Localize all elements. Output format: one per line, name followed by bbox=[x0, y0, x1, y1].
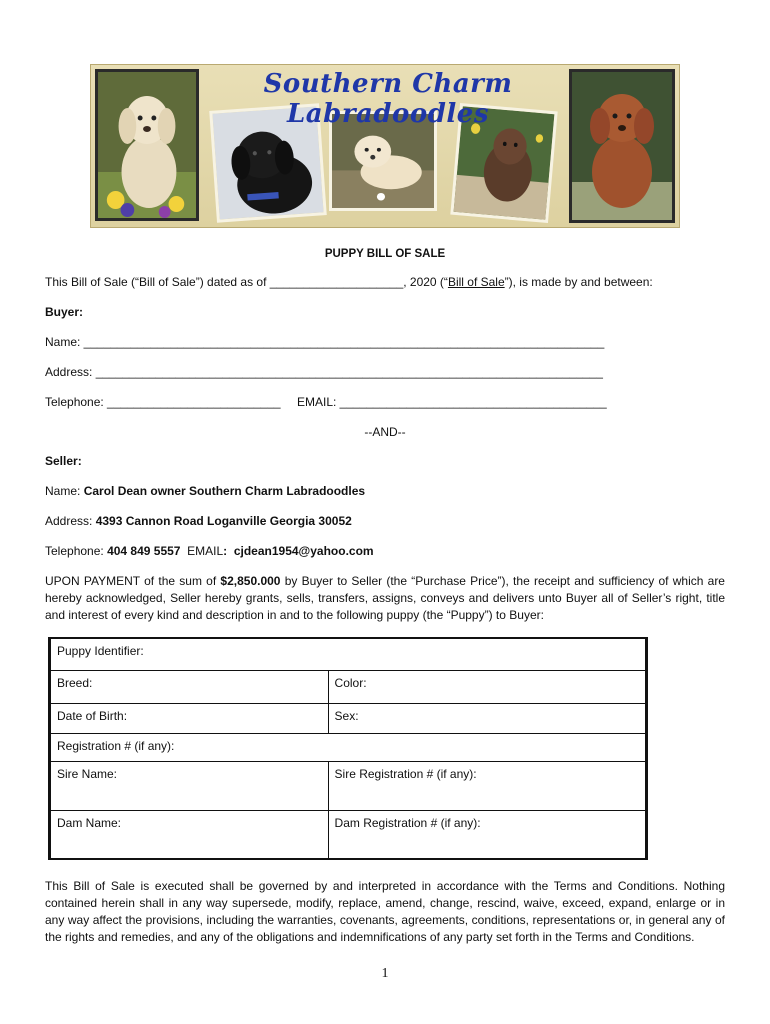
sex-cell[interactable]: Sex: bbox=[328, 703, 646, 733]
payment-suffix: by Buyer to Seller (the “Purchase Price”), the receipt and sufficiency of which are hereby acknowledged, Seller hereby grants, sells, transfers, assigns, conveys and delivers unto Buyer all of Seller’s right, title and interest of every kind and description in and to the following puppy (the “Puppy”) to Buyer: bbox=[45, 574, 725, 622]
document-title: PUPPY BILL OF SALE bbox=[324, 248, 446, 260]
page-number: 1 bbox=[381, 966, 389, 981]
breed-cell[interactable]: Breed: bbox=[50, 670, 329, 703]
buyer-address-field[interactable]: Address: ____________________________________________________________________________ bbox=[45, 365, 603, 379]
and-separator: --AND-- bbox=[364, 425, 406, 439]
seller-address-label: Address: bbox=[45, 514, 96, 528]
puppy-identifier-cell[interactable]: Puppy Identifier: bbox=[50, 638, 647, 670]
seller-contact bbox=[45, 543, 374, 560]
date-of-birth-cell[interactable]: Date of Birth: bbox=[50, 703, 329, 733]
header-banner bbox=[90, 64, 680, 228]
dam-name-cell[interactable]: Dam Name: bbox=[50, 810, 329, 859]
payment-prefix: UPON PAYMENT of the sum of bbox=[45, 574, 221, 588]
red-labradoodle-photo bbox=[569, 69, 675, 223]
seller-name-label: Name: bbox=[45, 484, 84, 498]
seller-email-colon: : bbox=[223, 544, 228, 558]
banner-title: Southern Charm Labradoodles bbox=[263, 69, 513, 129]
seller-email-value: cjdean1954@yahoo.com bbox=[233, 544, 374, 558]
seller-name bbox=[45, 483, 365, 500]
buyer-phone-field[interactable]: Telephone: __________________________ bbox=[45, 395, 281, 409]
sire-registration-cell[interactable]: Sire Registration # (if any): bbox=[328, 761, 646, 810]
seller-email-label: EMAIL bbox=[187, 544, 224, 558]
closing-paragraph: This Bill of Sale is executed shall be governed by and interpreted in accordance with the Terms and Conditions. Nothing contained herein shall in any way supersede, modify, replace, amend, change, rescind, waive, exceed, expand, enlarge or in any way affect the provisions, including the warranties, covenants, agreements, conditions, representations or, in general any of the rights and remedies, and any of the obligations and indemnifications of any party set forth in the Terms and Conditions. bbox=[45, 879, 725, 944]
seller-address-value: 4393 Cannon Road Loganville Georgia 30052 bbox=[95, 514, 352, 528]
payment-amount: $2,850.000 bbox=[220, 574, 281, 588]
buyer-heading: Buyer: bbox=[45, 305, 84, 319]
cream-labradoodle-photo bbox=[95, 69, 199, 221]
buyer-email-field[interactable]: EMAIL: ________________________________________ bbox=[297, 395, 607, 409]
seller-address bbox=[45, 513, 352, 530]
payment-paragraph bbox=[45, 573, 725, 624]
intro-line bbox=[45, 274, 653, 291]
intro-term: Bill of Sale bbox=[447, 275, 505, 289]
buyer-name-field[interactable]: Name: ______________________________________________________________________________ bbox=[45, 335, 605, 349]
seller-heading: Seller: bbox=[45, 454, 82, 468]
sire-name-cell[interactable]: Sire Name: bbox=[50, 761, 329, 810]
seller-name-value: Carol Dean owner Southern Charm Labradoodles bbox=[83, 484, 366, 498]
registration-cell[interactable]: Registration # (if any): bbox=[50, 733, 647, 761]
puppy-details-table bbox=[48, 637, 648, 860]
color-cell[interactable]: Color: bbox=[328, 670, 646, 703]
seller-phone-label: Telephone: bbox=[45, 544, 108, 558]
intro-suffix: ”), is made by and between: bbox=[504, 275, 653, 289]
intro-prefix: This Bill of Sale (“Bill of Sale”) dated as of ____________________, 2020 (“ bbox=[45, 275, 448, 289]
seller-phone-value: 404 849 5557 bbox=[107, 544, 181, 558]
dam-registration-cell[interactable]: Dam Registration # (if any): bbox=[328, 810, 646, 859]
